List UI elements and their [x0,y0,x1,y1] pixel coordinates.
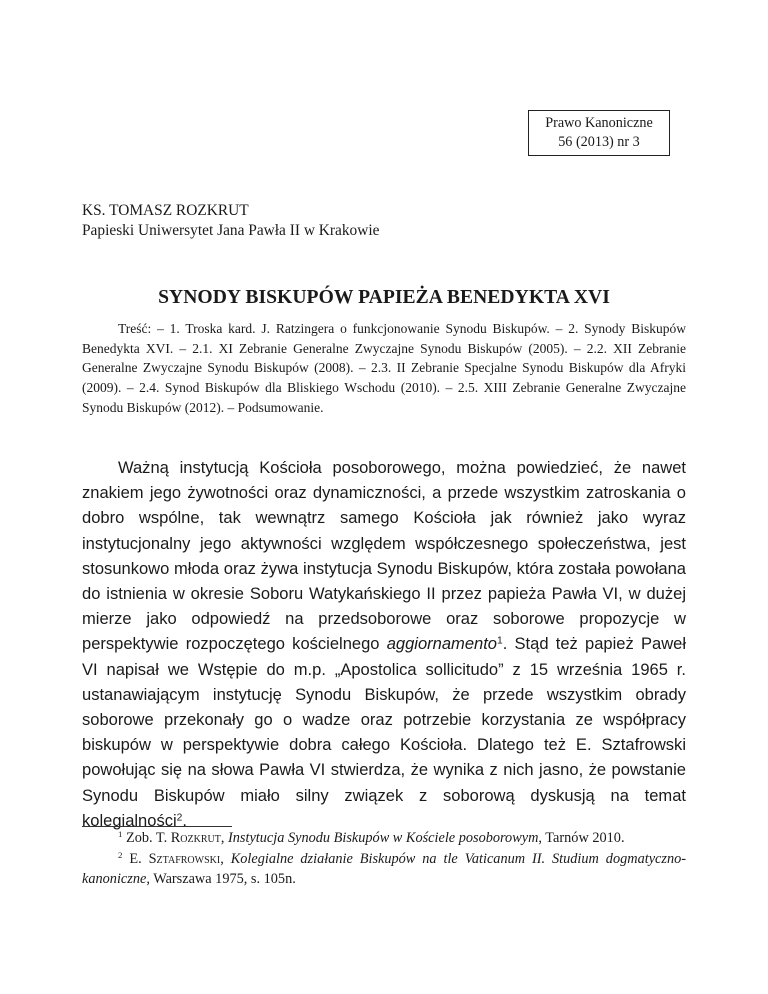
italic-term: aggiornamento [386,634,498,654]
footnote-work-title: Kolegialne działanie Biskupów na tle Vaticanum II. Studium dogmatyczno-kanoniczne [82,850,687,887]
journal-info-box [528,110,670,156]
footnote-text: , Warszawa 1975, s. 105n. [146,871,296,887]
footnote-number: 2 [118,849,123,860]
author-affiliation: Papieski Uniwersytet Jana Pawła II w Krakowie [82,222,380,239]
footnote-number: 1 [118,829,123,840]
journal-name: Prawo Kanoniczne [545,115,653,131]
footnote-ref-2: 2 [176,812,183,824]
body-text-part-3: . [182,810,187,830]
footnote-ref-1: 1 [497,635,503,647]
author-name: KS. TOMASZ ROZKRUT [82,202,249,219]
footnote-2 [82,849,686,890]
body-text-part-1: Ważną instytucją Kościoła posoborowego, można powiedzieć, że nawet znakiem jego żywotności oraz dynamiczności, a przede wszystkim zatroskania o dobro wspólne, tak wewnątrz samego Kościoła jak również jako wyraz instytucjonalny jego aktywności względem współczesnego społeczeństwa, jest stosunkowo młoda oraz żywa instytucja Synodu Biskupów, która została powołana do istnienia w okresie Soboru Watykańskiego II przez papieża Pawła VI, w dużej mierze jako odpowiedź na przedsoborowe oraz soborowe propozycje w perspektywie rozpoczętego kościelnego [82,458,686,654]
footnote-divider [82,826,232,827]
footnote-separator: , [220,850,231,867]
article-title: SYNODY BISKUPÓW PAPIEŻA BENEDYKTA XVI [158,287,610,308]
footnote-work-title: Instytucja Synodu Biskupów w Kościele posoborowym [228,830,539,846]
footnote-1 [82,828,686,849]
footnote-text: E. [122,850,149,867]
footnote-separator: , [220,830,229,846]
table-of-contents: Treść: – 1. Troska kard. J. Ratzingera o funkcjonowanie Synodu Biskupów. – 2. Synody Biskupów Benedykta XVI. – 2.1. XI Zebranie Generalne Zwyczajne Synodu Biskupów (2005). – 2.2. XII Zebranie Generalne Zwyczajne Synodu Biskupów (2008). – 2.3. II Zebranie Specjalne Synodu Biskupów dla Afryki (2009). – 2.4. Synod Biskupów dla Bliskiego Wschodu (2010). – 2.5. XIII Zebranie Generalne Zwyczajne Synodu Biskupów (2012). – Podsumowanie. [82,321,686,415]
footnote-author: Rozkrut [170,830,221,846]
footnote-text: , Tarnów 2010. [538,830,625,846]
journal-issue: 56 (2013) nr 3 [558,134,640,150]
footnotes [82,828,686,890]
footnote-author: Sztafrowski [148,850,221,867]
body-text-part-2: . Stąd też papież Paweł VI napisał we Wstępie do m.p. „Apostolica sollicitudo” z 15 września 1965 r. ustanawiającym instytucję Synodu Biskupów, że przede wszystkim obrady soborowe przekonały go o wadze oraz potrzebie korzystania ze współpracy biskupów w perspektywie dobra całego Kościoła. Dlatego też E. Sztafrowski powołując się na słowa Pawła VI stwierdza, że wynika z nich jasno, że powstanie Synodu Biskupów miało silny związek z soborową dyskusją na temat kolegialności [82,634,687,830]
body-paragraph [82,455,686,833]
footnote-text: Zob. T. [122,830,171,846]
author-block [82,201,379,241]
